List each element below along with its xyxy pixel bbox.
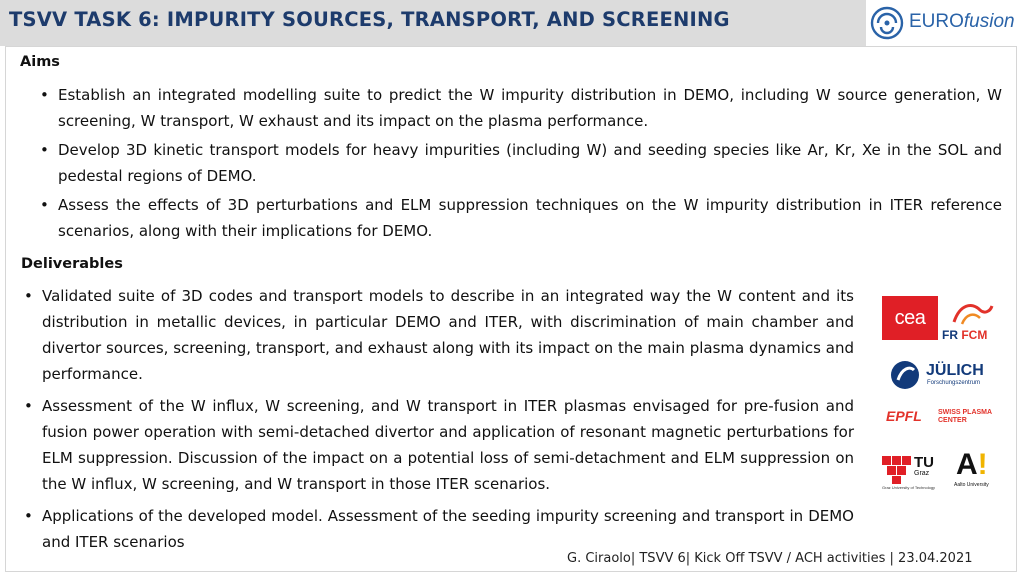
aims-heading: Aims	[20, 54, 60, 70]
julich-emblem-icon	[890, 360, 920, 390]
aalto-wordmark	[956, 448, 988, 482]
footer-text: G. Ciraolo| TSVV 6| Kick Off TSVV / ACH activities | 23.04.2021	[567, 551, 973, 566]
slide-title: TSVV TASK 6: IMPURITY SOURCES, TRANSPORT, AND SCREENING	[9, 8, 730, 31]
deliverables-heading: Deliverables	[21, 256, 123, 272]
eurofusion-brand	[868, 4, 1020, 42]
eurofusion-logo-icon	[870, 6, 904, 40]
list-item: • Applications of the developed model. Assessment of the seeding impurity screening and transport in DEMO and ITER scenarios	[24, 503, 854, 555]
aalto-bang: !	[977, 448, 988, 481]
spc-wordmark: SWISS PLASMA CENTER	[938, 409, 992, 424]
julich-wordmark: JÜLICH	[926, 362, 984, 379]
fr-fcm-text	[942, 328, 987, 342]
fr-part: FR	[942, 328, 958, 342]
tu-wordmark: TU	[914, 454, 934, 471]
fcm-part: FCM	[958, 328, 988, 342]
list-item: • Develop 3D kinetic transport models for heavy impurities (including W) and seeding species like Ar, Kr, Xe in the SOL and pedestal regions of DEMO.	[40, 137, 1002, 189]
graz-wordmark: Graz	[914, 470, 930, 477]
tu-graz-subtitle: Graz University of Technology	[882, 485, 936, 490]
fr-fcm-logo	[942, 300, 1004, 342]
aalto-logo	[950, 448, 1006, 494]
eurofusion-wordmark	[909, 11, 1015, 33]
aalto-a: A	[956, 448, 978, 481]
brand-prefix: EURO	[909, 11, 964, 32]
list-item: • Establish an integrated modelling suite to predict the W impurity distribution in DEMO, including W source generation, W screening, W transport, W exhaust and its impact on the plasma performance.	[40, 82, 1002, 134]
deliverables-list	[24, 283, 854, 561]
cea-logo: cea	[882, 296, 938, 340]
aalto-subtitle: Aalto University	[954, 482, 989, 488]
brand-suffix: fusion	[963, 11, 1015, 32]
epfl-spc-logo	[886, 408, 1002, 436]
list-item: • Assessment of the W influx, W screening, and W transport in ITER plasmas envisaged for pre-fusion and fusion power operation with semi-detached divertor and application of resonant magnetic perturbations for ELM suppression. Discussion of the impact on a potential loss of semi-detachment and ELM suppression on the W influx, W screening, and W transport in those ITER scenarios.	[24, 393, 854, 497]
tu-graz-emblem-icon	[882, 456, 912, 484]
epfl-wordmark: EPFL	[886, 408, 922, 424]
tu-graz-logo	[882, 454, 942, 494]
julich-subtitle: Forschungszentrum	[927, 380, 981, 386]
julich-logo	[890, 360, 1002, 392]
list-item: • Validated suite of 3D codes and transport models to describe in an integrated way the W content and its distribution in metallic devices, in particular DEMO and ITER, with discrimination of main chamber and divertor sources, screening, transport, and exhaust along with its impact on the main plasma dynamics and performance.	[24, 283, 854, 387]
fr-fcm-emblem-icon	[950, 300, 994, 326]
list-item: • Assess the effects of 3D perturbations and ELM suppression techniques on the W impurity distribution in ITER reference scenarios, along with their implications for DEMO.	[40, 192, 1002, 244]
aims-list	[40, 82, 1002, 247]
partner-logos	[878, 292, 1008, 502]
